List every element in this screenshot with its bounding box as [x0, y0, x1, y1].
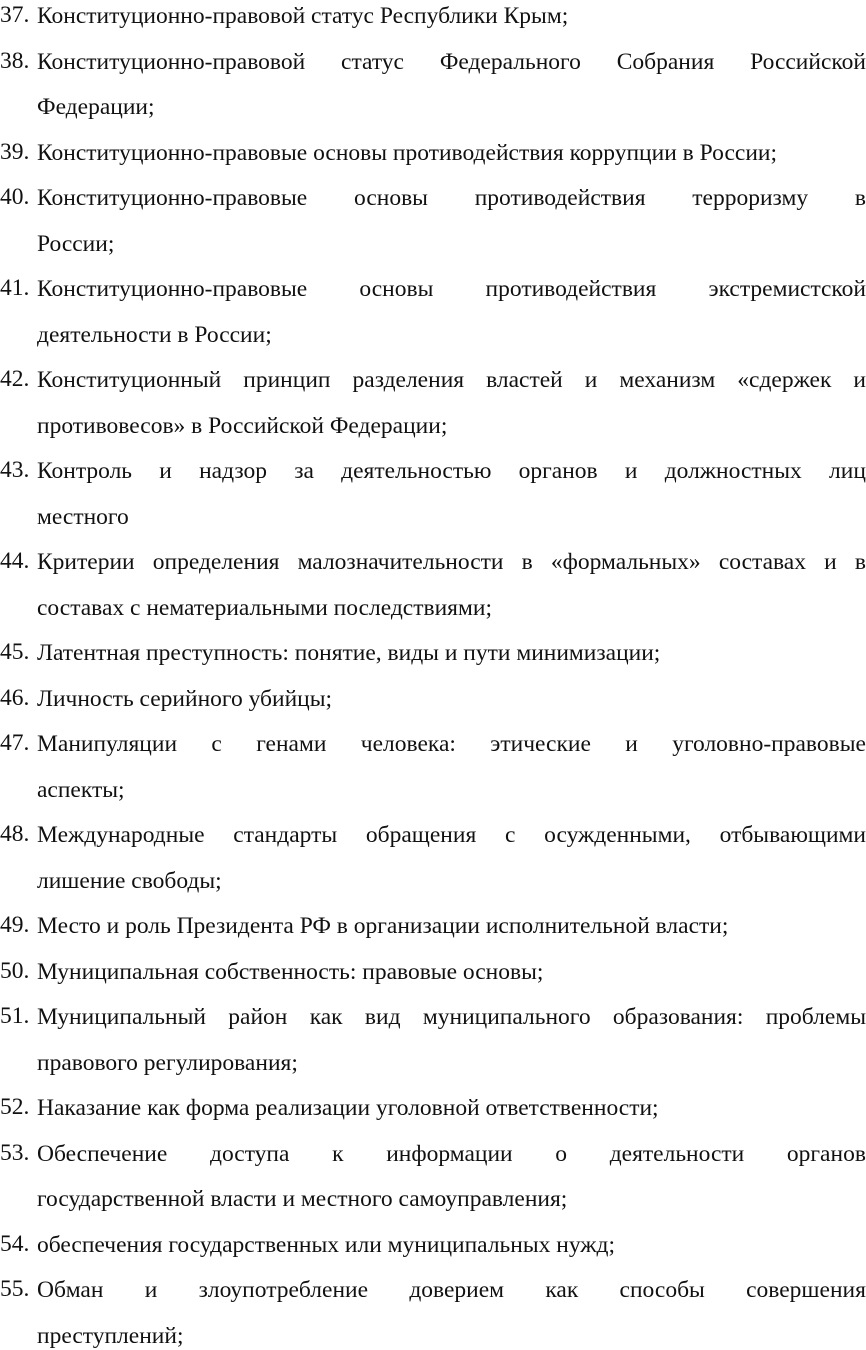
- list-item-text: Критерии определения малозначительности в «формальных» составах и в: [37, 549, 866, 575]
- list-item-text: Конституционно-правовой статус Федерального Собрания Российской: [37, 48, 866, 75]
- list-item-text-continuation: противовесов» в Российской Федерации;: [37, 412, 448, 439]
- list-item-number: 41.: [0, 275, 30, 301]
- list-item-number: 42.: [0, 366, 30, 392]
- list-item-number: 51.: [0, 1003, 30, 1029]
- list-item-text: Международные стандарты обращения с осужденными, отбывающими: [37, 822, 866, 848]
- list-item-number: 44.: [0, 548, 30, 574]
- list-item-text-continuation: аспекты;: [37, 776, 125, 803]
- list-item-text-continuation: лишение свободы;: [37, 867, 222, 894]
- list-item-text-continuation: составах с нематериальными последствиями;: [37, 594, 492, 621]
- list-item-text: Обман и злоупотребление доверием как способы совершения: [37, 1277, 866, 1303]
- list-item-number: 46.: [0, 684, 30, 711]
- list-item-number: 38.: [0, 47, 30, 74]
- list-item-text-continuation: правового регулирования;: [37, 1049, 298, 1076]
- list-item-text-continuation: Федерации;: [37, 94, 155, 120]
- list-item-number: 55.: [0, 1276, 30, 1302]
- list-item-text: Конституционно-правовой статус Республики Крым;: [37, 3, 569, 29]
- list-item-number: 37.: [0, 2, 30, 28]
- list-item-text-continuation: деятельности в России;: [37, 321, 272, 348]
- list-item-text: Обеспечение доступа к информации о деятельности органов: [37, 1140, 866, 1167]
- list-item-text: Наказание как форма реализации уголовной ответственности;: [37, 1095, 659, 1121]
- list-item-text: Муниципальный район как вид муниципального образования: проблемы: [37, 1004, 866, 1030]
- list-item-number: 39.: [0, 138, 30, 165]
- list-item-number: 45.: [0, 639, 30, 665]
- list-item-text: обеспечения государственных или муниципальных нужд;: [37, 1231, 615, 1258]
- list-item-number: 40.: [0, 184, 30, 210]
- list-item-number: 49.: [0, 912, 30, 938]
- list-item-text: Муниципальная собственность: правовые основы;: [37, 958, 544, 985]
- list-item-text-continuation: преступлений;: [37, 1322, 184, 1349]
- list-item-number: 48.: [0, 821, 30, 847]
- list-item-text: Место и роль Президента РФ в организации исполнительной власти;: [37, 913, 729, 939]
- list-item-number: 50.: [0, 957, 30, 984]
- list-item-number: 43.: [0, 457, 30, 483]
- list-item-text: Контроль и надзор за деятельностью органов и должностных лиц: [37, 458, 866, 484]
- list-item-number: 53.: [0, 1139, 30, 1166]
- list-item-text: Конституционно-правовые основы противодействия экстремистской: [37, 276, 866, 302]
- list-item-text: Манипуляции с генами человека: этические и уголовно-правовые: [37, 731, 866, 757]
- list-item-text-continuation: государственной власти и местного самоуправления;: [37, 1186, 568, 1212]
- list-item-text: Конституционно-правовые основы противодействия коррупции в России;: [37, 139, 777, 166]
- list-item-text: Личность серийного убийцы;: [37, 685, 333, 712]
- list-item-text: Латентная преступность: понятие, виды и пути минимизации;: [37, 640, 661, 666]
- list-item-text-continuation: России;: [37, 230, 115, 257]
- list-item-text-continuation: местного: [37, 503, 129, 530]
- list-item-number: 54.: [0, 1230, 30, 1257]
- list-item-text: Конституционно-правовые основы противодействия терроризму в: [37, 185, 866, 211]
- list-item-number: 47.: [0, 730, 30, 756]
- list-item-number: 52.: [0, 1094, 30, 1120]
- list-item-text: Конституционный принцип разделения властей и механизм «сдержек и: [37, 367, 866, 393]
